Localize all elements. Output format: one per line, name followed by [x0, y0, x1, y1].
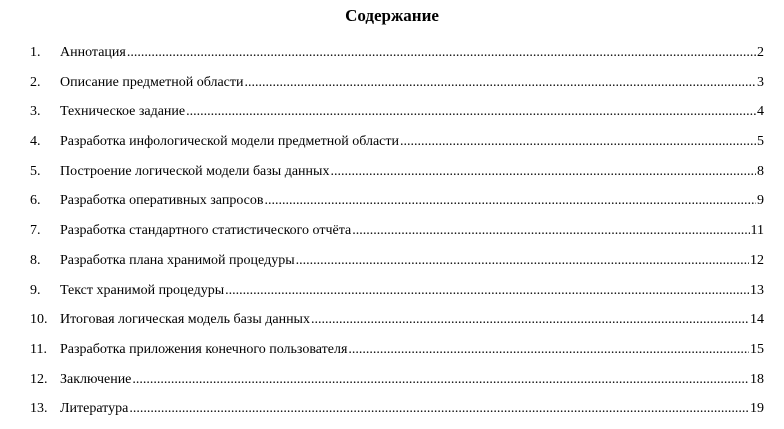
- toc-entry[interactable]: [30, 73, 764, 103]
- toc-entry-title: Разработка плана хранимой процедуры: [60, 252, 295, 268]
- toc-entry[interactable]: [30, 43, 764, 73]
- toc-entry-number: 3.: [30, 104, 41, 120]
- toc-entry[interactable]: [30, 221, 764, 251]
- toc-entry-page: 11: [750, 223, 764, 239]
- toc-entry-number: 13.: [30, 401, 48, 417]
- toc-entry-page: 4: [757, 104, 764, 120]
- toc-entry-title: Описание предметной области: [60, 74, 244, 90]
- toc-entry-title: Техническое задание: [60, 104, 186, 120]
- dot-leader: [127, 43, 756, 63]
- dot-leader: [400, 132, 756, 152]
- toc-entry-title: Заключение: [60, 371, 132, 387]
- toc-entry-number: 7.: [30, 223, 41, 239]
- toc-entry-number: 10.: [30, 312, 48, 328]
- toc-entry[interactable]: [30, 132, 764, 162]
- table-of-contents: [30, 43, 764, 429]
- toc-entry-title: Разработка оперативных запросов: [60, 193, 264, 209]
- dot-leader: [225, 281, 749, 301]
- toc-entry-page: 3: [757, 74, 764, 90]
- toc-entry[interactable]: [30, 399, 764, 429]
- toc-entry-number: 9.: [30, 282, 41, 298]
- toc-entry[interactable]: [30, 310, 764, 340]
- dot-leader: [330, 162, 756, 182]
- toc-entry-title: Разработка инфологической модели предметной области: [60, 134, 399, 150]
- toc-entry-number: 12.: [30, 371, 48, 387]
- toc-entry-number: 4.: [30, 134, 41, 150]
- dot-leader: [352, 221, 749, 241]
- toc-entry[interactable]: [30, 162, 764, 192]
- dot-leader: [186, 102, 756, 122]
- toc-entry-number: 8.: [30, 252, 41, 268]
- toc-entry-number: 6.: [30, 193, 41, 209]
- dot-leader: [129, 399, 749, 419]
- toc-entry-title: Текст хранимой процедуры: [60, 282, 225, 298]
- toc-entry-page: 8: [757, 163, 764, 179]
- toc-entry-page: 15: [750, 341, 764, 357]
- toc-entry-page: 13: [750, 282, 764, 298]
- toc-entry[interactable]: [30, 281, 764, 311]
- toc-entry-page: 14: [750, 312, 764, 328]
- toc-entry-page: 5: [757, 134, 764, 150]
- dot-leader: [265, 191, 756, 211]
- toc-entry-number: 11.: [30, 341, 47, 357]
- toc-entry-number: 2.: [30, 74, 41, 90]
- toc-entry-page: 12: [750, 252, 764, 268]
- toc-entry[interactable]: [30, 102, 764, 132]
- toc-entry[interactable]: [30, 191, 764, 221]
- toc-entry-page: 18: [750, 371, 764, 387]
- toc-entry-title: Итоговая логическая модель базы данных: [60, 312, 310, 328]
- toc-entry-page: 2: [757, 45, 764, 60]
- dot-leader: [296, 251, 749, 271]
- toc-entry[interactable]: [30, 340, 764, 370]
- toc-entry-page: 19: [750, 401, 764, 417]
- dot-leader: [311, 310, 749, 330]
- toc-entry-title: Литература: [60, 401, 129, 417]
- toc-entry-title: Аннотация: [60, 45, 126, 60]
- dot-leader: [132, 370, 749, 390]
- toc-entry-title: Построение логической модели базы данных: [60, 163, 330, 179]
- toc-entry[interactable]: [30, 370, 764, 400]
- dot-leader: [348, 340, 749, 360]
- toc-title: Содержание: [345, 6, 439, 25]
- toc-entry-number: 1.: [30, 45, 41, 60]
- dot-leader: [245, 73, 756, 93]
- toc-entry[interactable]: [30, 251, 764, 281]
- toc-entry-title: Разработка приложения конечного пользователя: [60, 341, 348, 357]
- toc-entry-number: 5.: [30, 163, 41, 179]
- toc-entry-page: 9: [757, 193, 764, 209]
- toc-entry-title: Разработка стандартного статистического отчёта: [60, 223, 352, 239]
